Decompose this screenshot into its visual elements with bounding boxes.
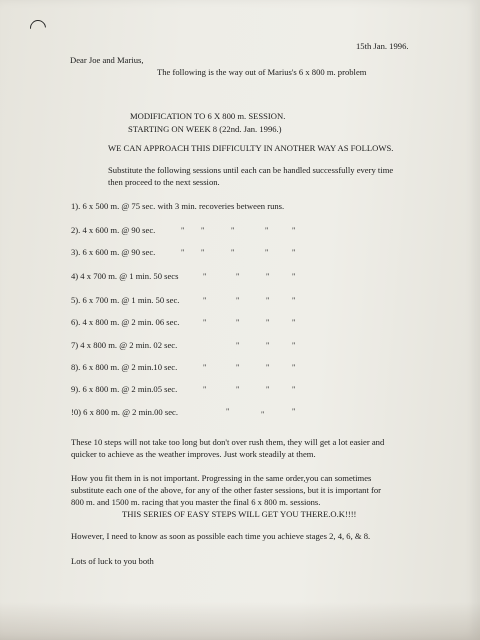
step-1: 1). 6 x 500 m. @ 75 sec. with 3 min. recoveries between runs. — [71, 201, 285, 211]
paragraph-2-line-1: How you fit them in is not important. Progressing in the same order,you can sometimes — [71, 473, 372, 483]
ditto-mark: " — [292, 363, 296, 372]
substitute-line-1: Substitute the following sessions until each can be handled successfully every time — [108, 165, 394, 175]
ditto-mark: " — [266, 341, 270, 350]
step-9: 9). 6 x 800 m. @ 2 min.05 sec. — [71, 384, 178, 394]
letter-date: 15th Jan. 1996. — [356, 41, 409, 51]
ditto-mark: " — [266, 385, 270, 394]
ditto-mark: " — [203, 385, 207, 394]
paragraph-1-line-2: quicker to achieve as the weather improves. Just work steadily at them. — [71, 449, 316, 459]
ditto-mark: " — [231, 226, 235, 235]
ditto-mark: " — [231, 248, 235, 257]
ditto-mark: " — [266, 296, 270, 305]
hole-punch-mark — [27, 17, 50, 40]
ditto-mark: " — [236, 363, 240, 372]
closing-line: Lots of luck to you both — [71, 556, 154, 566]
ditto-mark: " — [236, 296, 240, 305]
ditto-mark: " — [203, 318, 207, 327]
ditto-mark: " — [181, 226, 185, 235]
step-3: 3). 6 x 600 m. @ 90 sec. — [71, 247, 156, 257]
ditto-mark: " — [265, 226, 269, 235]
ditto-mark: " — [292, 226, 296, 235]
ditto-mark: " — [292, 248, 296, 257]
heading-line-2: STARTING ON WEEK 8 (22nd. Jan. 1996.) — [128, 124, 282, 134]
step-8: 8). 6 x 800 m. @ 2 min.10 sec. — [71, 362, 178, 372]
ditto-mark: " — [226, 407, 230, 416]
paragraph-3: However, I need to know as soon as possible each time you achieve stages 2, 4, 6, & 8. — [71, 531, 371, 541]
salutation: Dear Joe and Marius, — [70, 55, 144, 65]
ditto-mark: " — [236, 385, 240, 394]
ditto-mark: " — [292, 385, 296, 394]
ditto-mark: " — [201, 248, 205, 257]
paragraph-2-line-2: substitute each one of the above, for any of the other faster sessions, but it is important for — [71, 485, 382, 495]
intro-line: The following is the way out of Marius's 6 x 800 m. problem — [157, 67, 367, 77]
ditto-mark: " — [236, 341, 240, 350]
paragraph-2-line-4: THIS SERIES OF EASY STEPS WILL GET YOU THERE.O.K!!!! — [122, 509, 357, 519]
ditto-mark: " — [266, 318, 270, 327]
ditto-mark: " — [266, 272, 270, 281]
heading-line-1: MODIFICATION TO 6 X 800 m. SESSION. — [130, 111, 286, 121]
ditto-mark: " — [236, 272, 240, 281]
paragraph-2-line-3: 800 m. and 1500 m. racing that you master the final 6 x 800 m. sessions. — [71, 497, 321, 507]
ditto-mark: " — [203, 272, 207, 281]
ditto-mark: " — [236, 318, 240, 327]
ditto-mark: " — [261, 410, 265, 419]
ditto-mark: " — [292, 341, 296, 350]
ditto-mark: " — [181, 248, 185, 257]
ditto-mark: " — [266, 363, 270, 372]
step-10: !0) 6 x 800 m. @ 2 min.00 sec. — [71, 407, 178, 417]
ditto-mark: " — [203, 296, 207, 305]
ditto-mark: " — [292, 296, 296, 305]
ditto-mark: " — [292, 407, 296, 416]
ditto-mark: " — [265, 248, 269, 257]
step-7: 7) 4 x 800 m. @ 2 min. 02 sec. — [71, 340, 178, 350]
ditto-mark: " — [201, 226, 205, 235]
approach-line: WE CAN APPROACH THIS DIFFICULTY IN ANOTHER WAY AS FOLLOWS. — [108, 143, 394, 153]
paragraph-1-line-1: These 10 steps will not take too long but don't over rush them, they will get a lot easier and — [71, 437, 385, 447]
ditto-mark: " — [292, 318, 296, 327]
step-2: 2). 4 x 600 m. @ 90 sec. — [71, 225, 156, 235]
step-6: 6). 4 x 800 m. @ 2 min. 06 sec. — [71, 317, 180, 327]
ditto-mark: " — [203, 363, 207, 372]
step-4: 4) 4 x 700 m. @ 1 min. 50 secs — [71, 271, 179, 281]
ditto-mark: " — [292, 272, 296, 281]
substitute-line-2: then proceed to the next session. — [108, 177, 220, 187]
step-5: 5). 6 x 700 m. @ 1 min. 50 sec. — [71, 295, 180, 305]
